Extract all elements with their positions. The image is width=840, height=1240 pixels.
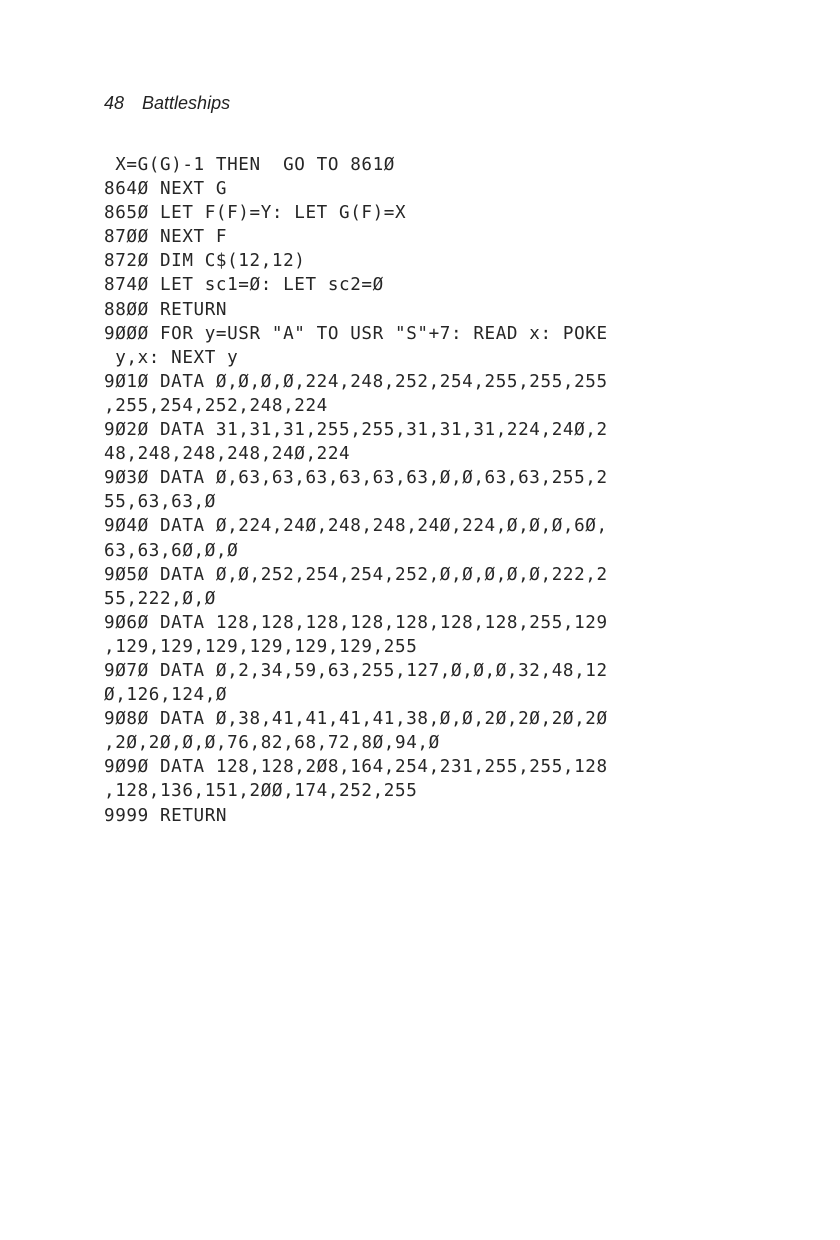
code-line: ,129,129,129,129,129,129,255: [104, 636, 418, 657]
code-line: 63,63,6Ø,Ø,Ø: [104, 540, 239, 561]
code-line: 55,222,Ø,Ø: [104, 588, 216, 609]
code-line: X=G(G)-1 THEN GO TO 861Ø: [104, 155, 396, 175]
code-line: y,x: NEXT y: [104, 347, 239, 368]
code-line: 864Ø NEXT G: [104, 179, 228, 200]
code-line: 9Ø9Ø DATA 128,128,2Ø8,164,254,231,255,255,128: [104, 757, 608, 778]
code-line: 9Ø5Ø DATA Ø,Ø,252,254,254,252,Ø,Ø,Ø,Ø,Ø,222,2: [104, 564, 608, 585]
code-line: ,2Ø,2Ø,Ø,Ø,76,82,68,72,8Ø,94,Ø: [104, 733, 440, 754]
code-line: 9999 RETURN: [104, 805, 228, 826]
code-line: ,128,136,151,2ØØ,174,252,255: [104, 781, 418, 802]
code-line: 9Ø8Ø DATA Ø,38,41,41,41,41,38,Ø,Ø,2Ø,2Ø,2Ø,2Ø: [104, 709, 608, 730]
code-line: 874Ø LET sc1=Ø: LET sc2=Ø: [104, 275, 384, 296]
page-header: [104, 93, 230, 114]
code-line: Ø,126,124,Ø: [104, 685, 228, 706]
code-line: 9Ø3Ø DATA Ø,63,63,63,63,63,63,Ø,Ø,63,63,255,2: [104, 468, 608, 489]
basic-program-listing: [104, 153, 724, 828]
code-line: 9Ø7Ø DATA Ø,2,34,59,63,255,127,Ø,Ø,Ø,32,48,12: [104, 660, 608, 681]
running-title: Battleships: [142, 93, 231, 113]
code-line: ,255,254,252,248,224: [104, 395, 328, 416]
code-line: 865Ø LET F(F)=Y: LET G(F)=X: [104, 203, 407, 224]
code-line: 872Ø DIM C$(12,12): [104, 251, 306, 272]
code-line: 9Ø2Ø DATA 31,31,31,255,255,31,31,31,224,24Ø,2: [104, 420, 608, 441]
code-line: 9ØØØ FOR y=USR "A" TO USR "S"+7: READ x: POKE: [104, 323, 608, 344]
code-line: 48,248,248,248,24Ø,224: [104, 444, 351, 465]
code-line: 88ØØ RETURN: [104, 299, 228, 320]
page-number: 48: [104, 93, 125, 113]
code-line: 9Ø1Ø DATA Ø,Ø,Ø,Ø,224,248,252,254,255,255,255: [104, 371, 608, 392]
code-line: 9Ø4Ø DATA Ø,224,24Ø,248,248,24Ø,224,Ø,Ø,Ø,6Ø,: [104, 516, 608, 537]
code-line: 87ØØ NEXT F: [104, 227, 228, 248]
code-line: 55,63,63,Ø: [104, 492, 216, 513]
code-line: 9Ø6Ø DATA 128,128,128,128,128,128,128,255,129: [104, 612, 608, 633]
